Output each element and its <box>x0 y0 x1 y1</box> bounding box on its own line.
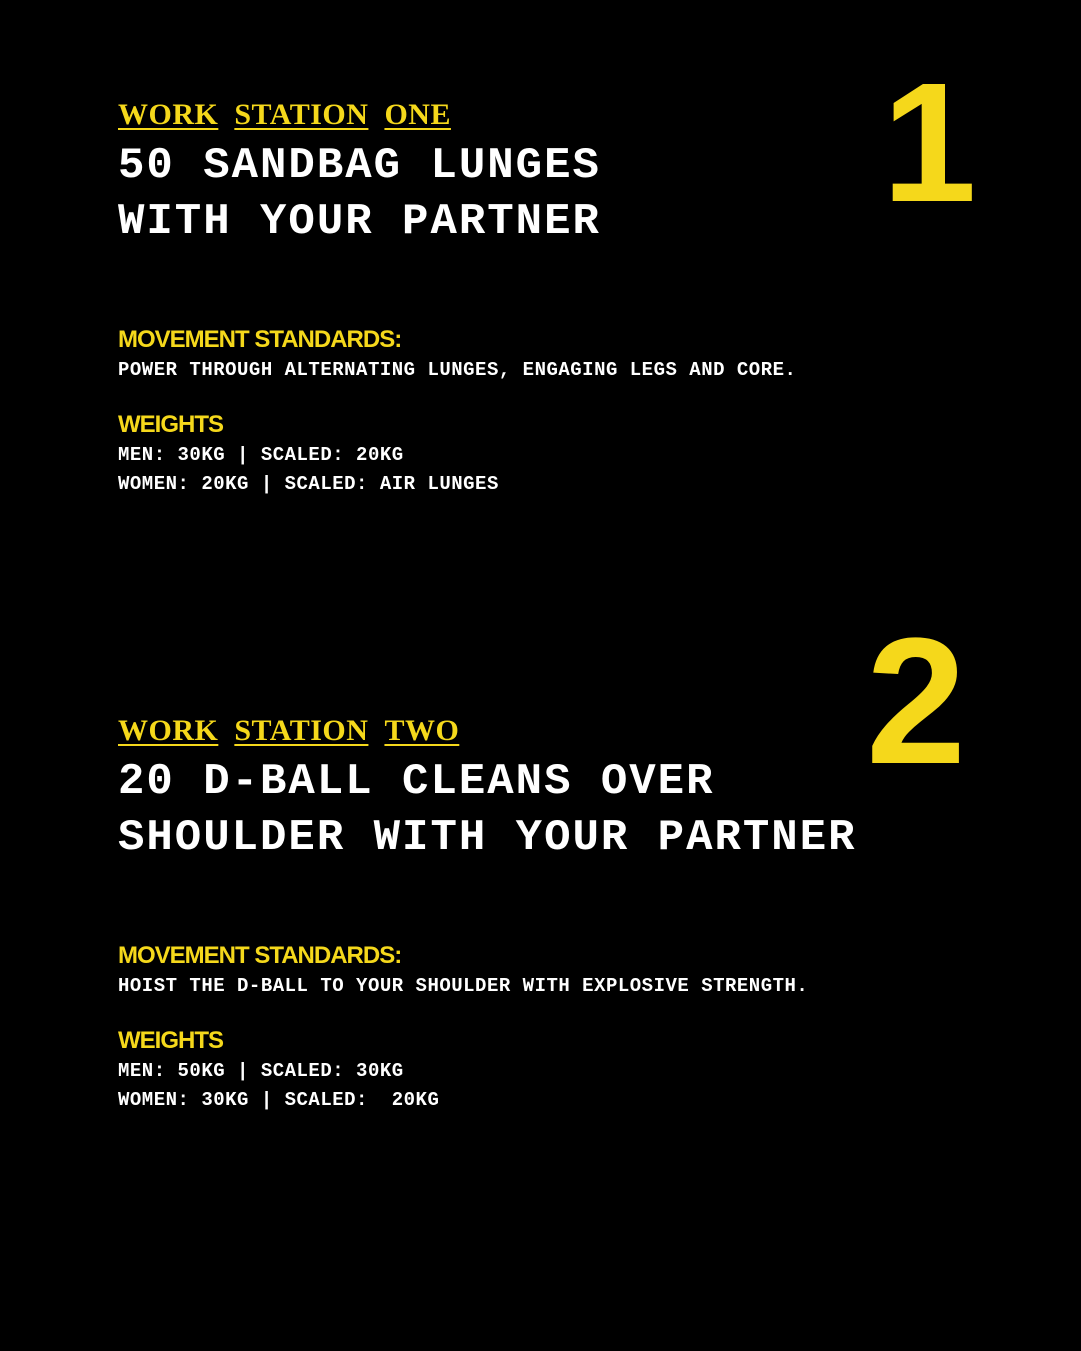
movement-standards-text: POWER THROUGH ALTERNATING LUNGES, ENGAGING LEGS AND CORE. <box>118 359 797 381</box>
station-label-word: WORK <box>118 98 219 131</box>
weights-heading: WEIGHTS <box>118 1027 223 1054</box>
movement-standards-text: HOIST THE D-BALL TO YOUR SHOULDER WITH EXPLOSIVE STRENGTH. <box>118 975 809 997</box>
station-label <box>118 100 1018 130</box>
weights-line-men: MEN: 50KG | SCALED: 30KG <box>118 1060 404 1082</box>
movement-standards-heading: MOVEMENT STANDARDS: <box>118 326 402 353</box>
movement-standards-heading: MOVEMENT STANDARDS: <box>118 942 402 969</box>
station-number-one: 1 <box>882 48 973 238</box>
station-title-line: 50 SANDBAG LUNGES <box>118 141 601 191</box>
station-title <box>118 754 1018 866</box>
station-title-line: 20 D-BALL CLEANS OVER <box>118 757 715 807</box>
weights-heading: WEIGHTS <box>118 411 223 438</box>
station-label-word: STATION <box>234 98 369 131</box>
station-label-word: TWO <box>384 714 460 747</box>
weights-line-women: WOMEN: 20KG | SCALED: AIR LUNGES <box>118 473 499 495</box>
station-label-word: STATION <box>234 714 369 747</box>
weights-list <box>118 441 1018 499</box>
weights-line-women: WOMEN: 30KG | SCALED: 20KG <box>118 1089 440 1111</box>
station-title-line: WITH YOUR PARTNER <box>118 197 601 247</box>
station-label-word: WORK <box>118 714 219 747</box>
weights-line-men: MEN: 30KG | SCALED: 20KG <box>118 444 404 466</box>
work-station-one <box>118 100 1018 499</box>
weights-list <box>118 1057 1018 1115</box>
station-title <box>118 138 1018 250</box>
station-label-word: ONE <box>384 98 451 131</box>
station-label <box>118 716 1018 746</box>
work-station-two <box>118 716 1018 1115</box>
station-number-two: 2 <box>866 601 967 802</box>
station-title-line: SHOULDER WITH YOUR PARTNER <box>118 813 857 863</box>
